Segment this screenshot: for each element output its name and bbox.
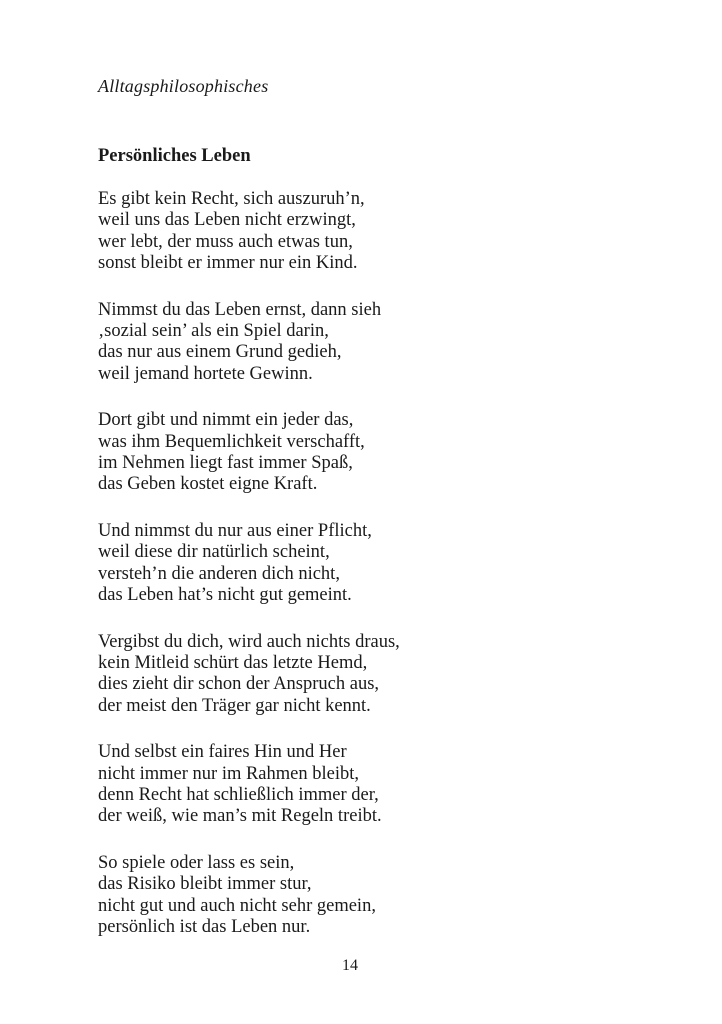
poem-line: weil jemand hortete Gewinn. [98, 363, 313, 384]
poem-body [98, 189, 658, 963]
poem-line: Nimmst du das Leben ernst, dann sieh [98, 299, 382, 320]
poem-line: das Risiko bleibt immer stur, [98, 874, 312, 895]
stanza-4 [98, 521, 658, 607]
poem-line: der meist den Träger gar nicht kennt. [98, 695, 371, 716]
poem-line: versteh’n die anderen dich nicht, [98, 563, 340, 584]
poem-line: das Leben hat’s nicht gut gemeint. [98, 585, 352, 606]
poem-line: ‚sozial sein’ als ein Spiel darin, [98, 321, 329, 342]
running-head: Alltagsphilosophisches [98, 76, 269, 96]
stanza-3 [98, 410, 658, 496]
poem-line: weil uns das Leben nicht erzwingt, [98, 210, 356, 231]
poem-line: Und selbst ein faires Hin und Her [98, 742, 347, 763]
poem-line: Und nimmst du nur aus einer Pflicht, [98, 520, 372, 541]
poem-line: das nur aus einem Grund gedieh, [98, 342, 342, 363]
poem-line: wer lebt, der muss auch etwas tun, [98, 231, 353, 252]
poem-line: Es gibt kein Recht, sich auszuruh’n, [98, 189, 365, 209]
poem-line: nicht gut und auch nicht sehr gemein, [98, 895, 376, 916]
poem-line: sonst bleibt er immer nur ein Kind. [98, 253, 358, 274]
poem-line: weil diese dir natürlich scheint, [98, 542, 330, 563]
stanza-5 [98, 632, 658, 718]
poem-line: nicht immer nur im Rahmen bleibt, [98, 763, 360, 784]
stanza-1 [98, 189, 658, 275]
stanza-7 [98, 853, 658, 939]
poem-title: Persönliches Leben [98, 146, 251, 166]
poem-line: was ihm Bequemlichkeit verschafft, [98, 431, 365, 452]
stanza-2 [98, 300, 658, 386]
poem-line: der weiß, wie man’s mit Regeln treibt. [98, 806, 382, 827]
poem-line: Dort gibt und nimmt ein jeder das, [98, 410, 354, 431]
poem-line: im Nehmen liegt fast immer Spaß, [98, 453, 353, 474]
poem-line: das Geben kostet eigne Kraft. [98, 474, 318, 495]
poem-line: So spiele oder lass es sein, [98, 852, 295, 873]
page-number: 14 [342, 957, 358, 974]
poem-line: Vergibst du dich, wird auch nichts draus, [98, 631, 400, 652]
poem-line: dies zieht dir schon der Anspruch aus, [98, 674, 380, 695]
poem-line: persönlich ist das Leben nur. [98, 916, 311, 937]
stanza-6 [98, 742, 658, 828]
poem-line: kein Mitleid schürt das letzte Hemd, [98, 652, 368, 673]
poem-line: denn Recht hat schließlich immer der, [98, 784, 379, 805]
